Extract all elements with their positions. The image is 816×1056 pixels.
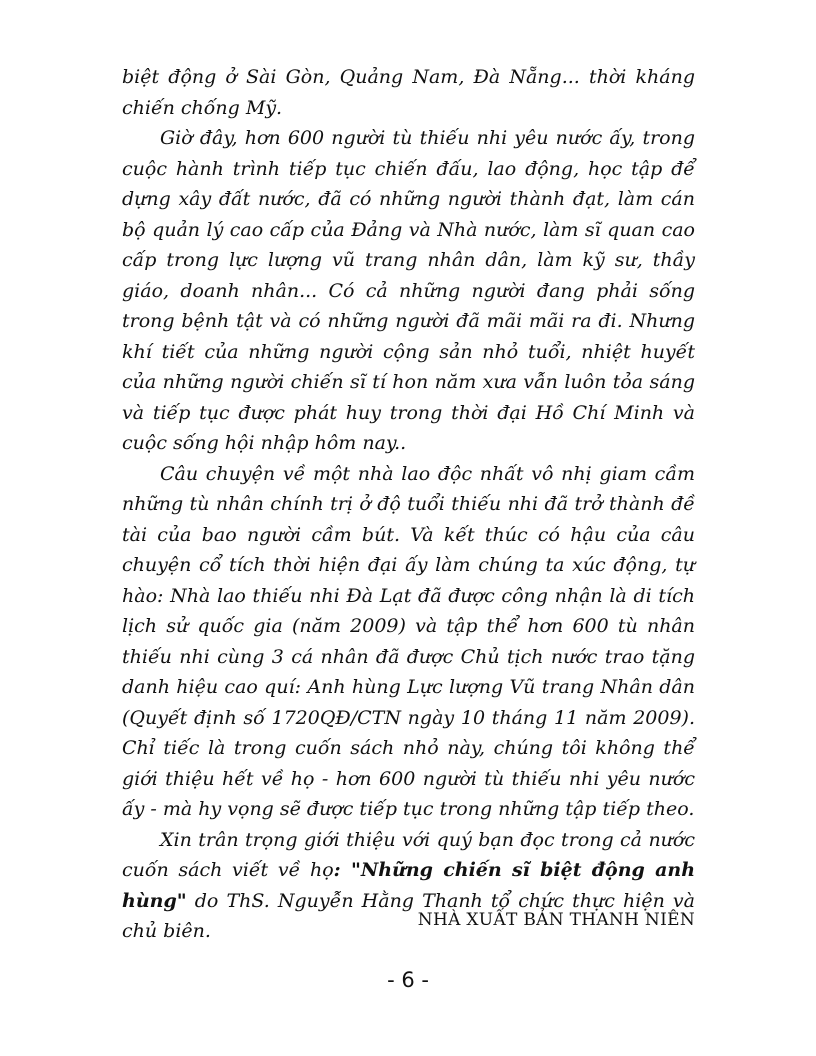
book-title: : "Những chiến sĩ biệt động anh hùng" xyxy=(122,859,696,912)
page-number: - 6 - xyxy=(387,968,429,992)
paragraph-4-outro: do ThS. Nguyễn Hằng Thanh tổ chức thực hiện và chủ biên. xyxy=(122,889,695,942)
paragraph-3: Câu chuyện về một nhà lao độc nhất vô nhị giam cầm những tù nhân chính trị ở độ tuổi thiếu nhi đã trở thành đề tài của bao người cầm bút. Và kết thúc có hậu của câu chuyện cổ tích thời hiện đại ấy làm chúng ta xúc động, tự hào: Nhà lao thiếu nhi Đà Lạt đã được công nhận là di tích lịch sử quốc gia (năm 2009) và tập thể hơn 600 tù nhân thiếu nhi cùng 3 cá nhân đã được Chủ tịch nước trao tặng danh hiệu cao quí: Anh hùng Lực lượng Vũ trang Nhân dân (Quyết định số 1720QĐ/CTN ngày 10 tháng 11 năm 2009). Chỉ tiếc là trong cuốn sách nhỏ này, chúng tôi không thể giới thiệu hết về họ - hơn 600 người tù thiếu nhi yêu nước ấy - mà hy vọng sẽ được tiếp tục trong những tập tiếp theo. xyxy=(122,462,695,820)
publisher-signature: NHÀ XUẤT BẢN THANH NIÊN xyxy=(417,910,695,930)
paragraph-4-intro: Xin trân trọng giới thiệu với quý bạn đọc trong cả nước cuốn sách viết về họ xyxy=(122,828,695,881)
paragraph-2: Giờ đây, hơn 600 người tù thiếu nhi yêu nước ấy, trong cuộc hành trình tiếp tục chiến đấu, lao động, học tập để dựng xây đất nước, đã có những người thành đạt, làm cán bộ quản lý cao cấp của Đảng và Nhà nước, làm sĩ quan cao cấp trong lực lượng vũ trang nhân dân, làm kỹ sư, thầy giáo, doanh nhân... Có cả những người đang phải sống trong bệnh tật và có những người đã mãi mãi ra đi. Nhưng khí tiết của những người cộng sản nhỏ tuổi, nhiệt huyết của những người chiến sĩ tí hon năm xưa vẫn luôn tỏa sáng và tiếp tục được phát huy trong thời đại Hồ Chí Minh và cuộc sống hội nhập hôm nay.. xyxy=(122,127,695,454)
paragraph-1: biệt động ở Sài Gòn, Quảng Nam, Đà Nẵng... thời kháng chiến chống Mỹ. xyxy=(122,66,695,119)
page-body xyxy=(122,62,695,947)
